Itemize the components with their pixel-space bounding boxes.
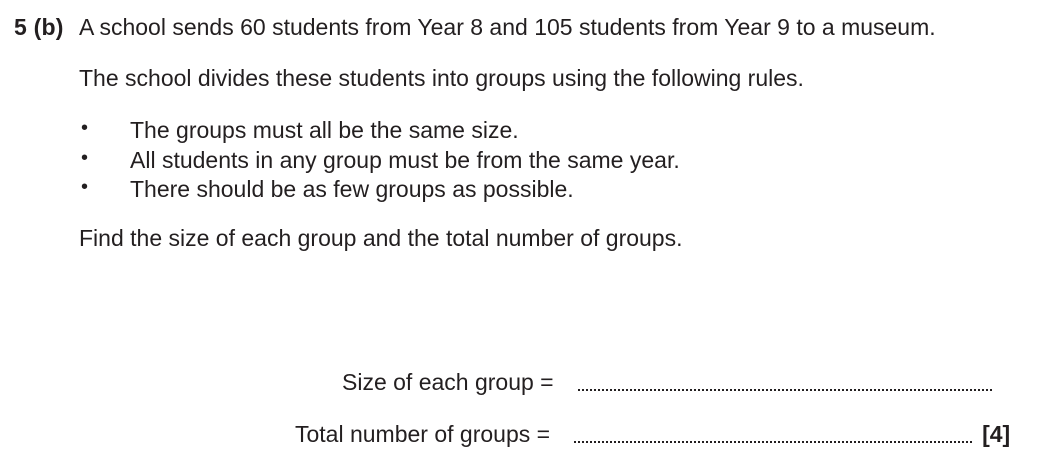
bullet-icon: •: [81, 146, 89, 169]
answer-row-size: [342, 369, 992, 396]
total-label: Total number of groups =: [295, 421, 551, 447]
answer-row-total: [295, 421, 1010, 448]
rule-text: There should be as few groups as possible.: [130, 176, 574, 202]
bullet-icon: •: [81, 117, 89, 139]
question-task: Find the size of each group and the total number of groups.: [79, 225, 683, 251]
rule-text: The groups must all be the same size.: [130, 117, 519, 143]
size-label: Size of each group =: [342, 369, 554, 395]
rule-text: All students in any group must be from the same year.: [130, 146, 680, 173]
total-answer-line[interactable]: [574, 440, 972, 443]
marks-badge: [4]: [982, 421, 1011, 447]
question-number: 5 (b): [14, 14, 64, 40]
size-answer-line[interactable]: [578, 388, 992, 391]
question-intro: A school sends 60 students from Year 8 and 105 students from Year 9 to a museum.: [79, 14, 936, 40]
rules-intro: The school divides these students into groups using the following rules.: [79, 65, 804, 91]
bullet-icon: •: [81, 176, 89, 198]
